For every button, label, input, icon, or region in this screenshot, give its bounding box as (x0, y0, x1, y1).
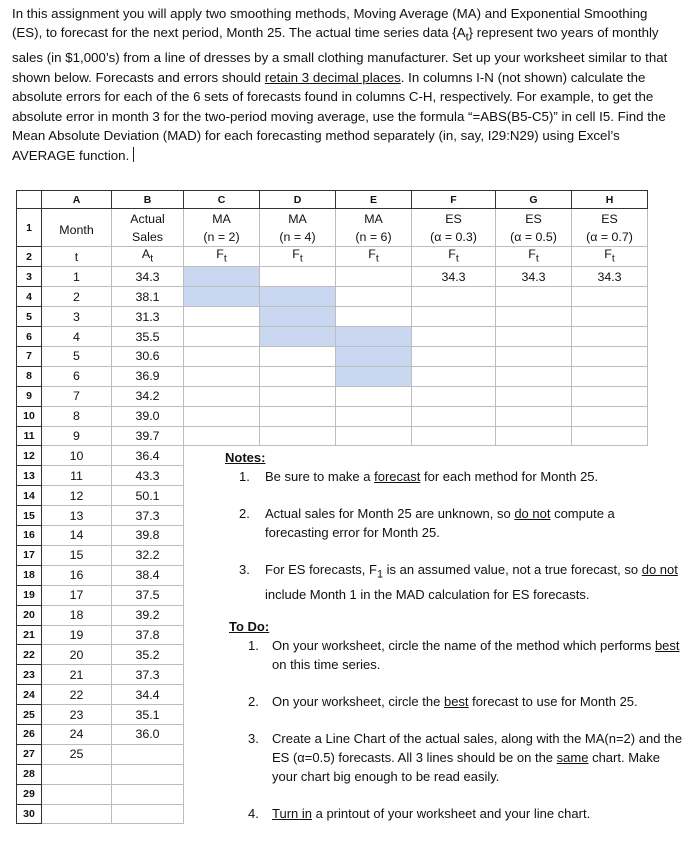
note-item (225, 467, 680, 486)
sheet-cell[interactable] (184, 406, 260, 426)
sheet-cell[interactable]: 35.2 (112, 645, 184, 665)
sheet-cell[interactable] (336, 386, 412, 406)
row-number[interactable]: 6 (17, 327, 42, 347)
sheet-cell[interactable] (572, 366, 648, 386)
sheet-cell[interactable]: 17 (42, 585, 112, 605)
sheet-cell[interactable] (412, 209, 496, 247)
sheet-cell[interactable] (412, 366, 496, 386)
sheet-cell[interactable] (412, 386, 496, 406)
column-letter[interactable]: B (112, 191, 184, 209)
header-line-1: ES (445, 211, 462, 226)
text-cursor (133, 147, 134, 162)
todo-item-b: on this time series. (272, 657, 381, 672)
note-item-u: do not (641, 562, 678, 577)
header-line-2: (n = 6) (355, 229, 392, 244)
sheet-cell[interactable]: 34.3 (572, 267, 648, 287)
notes-section (225, 448, 680, 622)
header-line-2: Sales (132, 229, 163, 244)
sheet-cell[interactable] (336, 347, 412, 367)
sheet-cell[interactable] (112, 804, 184, 824)
sheet-cell[interactable]: 24 (42, 724, 112, 744)
symbol-subscript: t (611, 253, 615, 265)
sheet-cell[interactable]: 5 (42, 347, 112, 367)
sheet-cell[interactable] (184, 347, 260, 367)
todo-item-u: Turn in (272, 806, 312, 821)
symbol-subscript: t (150, 253, 154, 265)
sheet-cell[interactable] (572, 327, 648, 347)
row-number[interactable]: 21 (17, 625, 42, 645)
symbol-subscript: t (223, 253, 227, 265)
symbol-label: A (141, 247, 151, 261)
sheet-cell[interactable]: 18 (42, 605, 112, 625)
row-number[interactable]: 30 (17, 804, 42, 824)
sheet-cell[interactable] (412, 287, 496, 307)
sheet-cell[interactable] (412, 426, 496, 446)
sheet-row (17, 426, 648, 446)
sheet-cell[interactable] (496, 347, 572, 367)
sheet-cell[interactable]: 37.5 (112, 585, 184, 605)
column-letter[interactable]: C (184, 191, 260, 209)
sheet-cell[interactable] (412, 307, 496, 327)
sheet-cell[interactable] (260, 209, 336, 247)
sheet-row (17, 386, 648, 406)
sheet-row (17, 267, 648, 287)
todo-list (229, 636, 684, 823)
note-item-a2: is an assumed value, not a true forecast, so (383, 562, 642, 577)
todo-item-num: 4. (248, 806, 259, 821)
sheet-cell[interactable] (260, 307, 336, 327)
symbol-label: F (292, 247, 300, 261)
row-number[interactable]: 25 (17, 705, 42, 725)
todo-item (229, 692, 684, 711)
sheet-row (17, 247, 648, 267)
sheet-cell[interactable]: 6 (42, 366, 112, 386)
todo-item (229, 804, 684, 823)
sheet-cell[interactable]: 43.3 (112, 466, 184, 486)
sheet-cell[interactable] (260, 347, 336, 367)
sheet-cell[interactable] (42, 804, 112, 824)
row-number[interactable]: 2 (17, 247, 42, 267)
todo-item-u: best (654, 638, 680, 653)
sheet-cell[interactable] (412, 327, 496, 347)
symbol-subscript: t (455, 253, 459, 265)
header-line-1: ES (525, 211, 542, 226)
sheet-cell[interactable] (184, 327, 260, 347)
sheet-cell[interactable] (260, 247, 336, 267)
row-number[interactable]: 16 (17, 526, 42, 546)
sheet-cell[interactable] (496, 209, 572, 247)
header-line-2: (α = 0.3) (430, 229, 477, 244)
todo-item-a: On your worksheet, circle the name of the method which performs (272, 638, 655, 653)
sheet-cell[interactable]: 35.1 (112, 705, 184, 725)
sheet-cell[interactable]: 2 (42, 287, 112, 307)
sheet-cell[interactable] (42, 784, 112, 804)
sheet-cell[interactable] (572, 247, 648, 267)
todo-section (229, 617, 684, 841)
row-number[interactable]: 28 (17, 764, 42, 784)
sheet-cell[interactable]: 3 (42, 307, 112, 327)
row-number[interactable]: 14 (17, 486, 42, 506)
sheet-cell[interactable] (260, 267, 336, 287)
sheet-cell[interactable] (260, 366, 336, 386)
sheet-cell[interactable] (336, 209, 412, 247)
sheet-cell[interactable] (184, 307, 260, 327)
header-line-1: MA (364, 211, 383, 226)
sheet-cell[interactable] (112, 247, 184, 267)
symbol-label: F (368, 247, 376, 261)
row-number[interactable]: 24 (17, 685, 42, 705)
header-line-1: MA (212, 211, 231, 226)
row-number[interactable]: 10 (17, 406, 42, 426)
sheet-cell[interactable] (184, 366, 260, 386)
note-item-a: For ES forecasts, F (265, 562, 377, 577)
sheet-cell[interactable] (112, 744, 184, 764)
sheet-cell[interactable]: 15 (42, 545, 112, 565)
sheet-cell[interactable]: 35.5 (112, 327, 184, 347)
sheet-cell[interactable] (112, 764, 184, 784)
sheet-cell[interactable] (260, 386, 336, 406)
row-number[interactable]: 13 (17, 466, 42, 486)
row-number[interactable]: 18 (17, 565, 42, 585)
sheet-cell[interactable]: 31.3 (112, 307, 184, 327)
note-item-sub: 1 (376, 568, 384, 581)
header-line-1: ES (601, 211, 618, 226)
sheet-cell[interactable] (572, 287, 648, 307)
row-number[interactable]: 1 (17, 209, 42, 247)
sheet-row (17, 347, 648, 367)
sheet-cell[interactable]: 39.0 (112, 406, 184, 426)
todo-item-a: On your worksheet, circle the (272, 694, 444, 709)
sheet-cell[interactable]: 14 (42, 526, 112, 546)
sheet-cell[interactable] (336, 287, 412, 307)
note-item-a: Actual sales for Month 25 are unknown, so (265, 506, 515, 521)
note-item-u: forecast (374, 469, 421, 484)
sheet-cell[interactable] (412, 247, 496, 267)
sheet-cell[interactable]: 1 (42, 267, 112, 287)
sheet-cell[interactable]: 34.3 (412, 267, 496, 287)
sheet-row (17, 327, 648, 347)
sheet-cell[interactable] (260, 406, 336, 426)
symbol-subscript: t (535, 253, 539, 265)
column-letter[interactable]: A (42, 191, 112, 209)
sheet-cell[interactable]: 37.3 (112, 506, 184, 526)
sheet-cell[interactable]: 36.0 (112, 724, 184, 744)
sheet-cell[interactable] (112, 784, 184, 804)
sheet-cell[interactable] (184, 386, 260, 406)
sheet-cell[interactable] (184, 247, 260, 267)
sheet-cell[interactable] (260, 426, 336, 446)
row-number[interactable]: 15 (17, 506, 42, 526)
sheet-cell[interactable] (572, 386, 648, 406)
sheet-row (17, 406, 648, 426)
sheet-cell[interactable]: 23 (42, 705, 112, 725)
sheet-cell[interactable] (184, 267, 260, 287)
sheet-cell[interactable] (336, 327, 412, 347)
note-item-a: Be sure to make a (265, 469, 375, 484)
column-letter[interactable]: D (260, 191, 336, 209)
note-item (225, 504, 680, 542)
sheet-cell[interactable] (112, 209, 184, 247)
sheet-cell[interactable] (496, 386, 572, 406)
todo-item-a: Create a Line Chart of the actual sales, along with the MA(n=2) and the ES (α=0.5) forecasts. All 3 lines should be on the (272, 731, 683, 765)
sheet-cell[interactable] (42, 247, 112, 267)
sheet-cell[interactable]: 34.3 (112, 267, 184, 287)
symbol-subscript: t (299, 253, 303, 265)
sheet-cell[interactable] (336, 307, 412, 327)
sheet-cell[interactable] (496, 307, 572, 327)
header-line-1: MA (288, 211, 307, 226)
sheet-cell[interactable]: 39.8 (112, 526, 184, 546)
sheet-cell[interactable] (260, 287, 336, 307)
header-line-2: (α = 0.7) (586, 229, 633, 244)
instructions-paragraph: In this assignment you will apply two smoothing methods, Moving Average (MA) and Exponential Smoothing (ES), to forecast for the next period, Month 25. The actual time series data $\{A_t\}$ represent two years of monthly sales (in $1,000’s) from a line of dresses by a small clothing manufacturer. Set up your worksheet similar to that shown below. Forecasts and errors should retain 3 decimal places. In columns I-N (not shown) calculate the absolute errors for each of the 6 sets of forecasts found in columns C-H, respectively. For example, to get the absolute error in month 3 for the two-period moving average, use the formula “=ABS(B5-C5)” in cell I5. Find the Mean Absolute Deviation (MAD) for each forecasting method separately (in, say, I29:N29) using Excel’s AVERAGE function. (12, 6, 668, 163)
header-line-1: Actual (130, 211, 165, 226)
sheet-cell[interactable] (336, 366, 412, 386)
row-number[interactable]: 11 (17, 426, 42, 446)
todo-item-num: 3. (248, 731, 259, 746)
column-header-row (17, 191, 648, 209)
row-number[interactable]: 12 (17, 446, 42, 466)
sheet-cell[interactable]: 36.4 (112, 446, 184, 466)
corner-cell[interactable] (17, 191, 42, 209)
sheet-cell[interactable] (42, 764, 112, 784)
symbol-label: F (604, 247, 612, 261)
sheet-cell[interactable] (496, 406, 572, 426)
sheet-cell[interactable]: 34.2 (112, 386, 184, 406)
sheet-cell[interactable]: 4 (42, 327, 112, 347)
symbol-label: t (74, 249, 79, 264)
todo-item-u: same (556, 750, 589, 765)
todo-item-num: 2. (248, 694, 259, 709)
row-number[interactable]: 26 (17, 724, 42, 744)
sheet-cell[interactable]: 34.3 (496, 267, 572, 287)
todo-item-b: a printout of your worksheet and your line chart. (311, 806, 591, 821)
note-item-b: compute a forecasting error for Month 25. (265, 506, 615, 540)
sheet-cell[interactable]: 19 (42, 625, 112, 645)
sheet-cell[interactable] (572, 426, 648, 446)
note-item-u: do not (514, 506, 551, 521)
sheet-cell[interactable]: 8 (42, 406, 112, 426)
row-number[interactable]: 9 (17, 386, 42, 406)
row-number[interactable]: 7 (17, 347, 42, 367)
note-item-num: 1. (239, 469, 250, 484)
sheet-cell[interactable]: 13 (42, 506, 112, 526)
row-number[interactable]: 27 (17, 744, 42, 764)
sheet-cell[interactable]: 7 (42, 386, 112, 406)
todo-item-b: chart. Make your chart big enough to be read easily. (272, 750, 660, 784)
sheet-row (17, 366, 648, 386)
sheet-row (17, 307, 648, 327)
sheet-cell[interactable]: 12 (42, 486, 112, 506)
todo-item (229, 729, 684, 786)
sheet-cell[interactable]: 38.1 (112, 287, 184, 307)
symbol-subscript: t (375, 253, 379, 265)
sheet-cell[interactable]: 39.7 (112, 426, 184, 446)
column-letter[interactable]: H (572, 191, 648, 209)
sheet-cell[interactable]: 50.1 (112, 486, 184, 506)
sheet-cell[interactable]: 37.8 (112, 625, 184, 645)
symbol-label: F (216, 247, 224, 261)
sheet-cell[interactable] (336, 426, 412, 446)
row-number[interactable]: 3 (17, 267, 42, 287)
todo-item-num: 1. (248, 638, 259, 653)
sheet-cell[interactable] (184, 287, 260, 307)
header-line-2: (n = 2) (203, 229, 240, 244)
sheet-cell[interactable] (496, 366, 572, 386)
row-number[interactable]: 5 (17, 307, 42, 327)
sheet-cell[interactable] (572, 209, 648, 247)
sheet-cell[interactable]: 38.4 (112, 565, 184, 585)
sheet-cell[interactable] (336, 267, 412, 287)
sheet-cell[interactable]: 21 (42, 665, 112, 685)
sheet-cell[interactable] (336, 247, 412, 267)
todo-item (229, 636, 684, 674)
todo-item-u: best (443, 694, 469, 709)
sheet-cell[interactable]: 25 (42, 744, 112, 764)
sheet-cell[interactable] (412, 406, 496, 426)
sheet-cell[interactable] (496, 287, 572, 307)
todo-title: To Do: (229, 619, 270, 634)
sheet-cell[interactable]: 9 (42, 426, 112, 446)
sheet-cell[interactable] (260, 327, 336, 347)
sheet-cell[interactable]: 10 (42, 446, 112, 466)
header-line-2: Month (59, 222, 94, 237)
note-item-b: include Month 1 in the MAD calculation for ES forecasts. (265, 586, 590, 602)
note-item (225, 560, 680, 604)
sheet-cell[interactable]: 32.2 (112, 545, 184, 565)
row-number[interactable]: 4 (17, 287, 42, 307)
row-number[interactable]: 19 (17, 585, 42, 605)
row-number[interactable]: 20 (17, 605, 42, 625)
row-number[interactable]: 29 (17, 784, 42, 804)
sheet-cell[interactable]: 39.2 (112, 605, 184, 625)
symbol-label: F (448, 247, 456, 261)
sheet-cell[interactable]: 34.4 (112, 685, 184, 705)
symbol-label: F (528, 247, 536, 261)
sheet-row (17, 209, 648, 247)
sheet-cell[interactable] (184, 426, 260, 446)
sheet-cell[interactable] (496, 327, 572, 347)
todo-item-b: forecast to use for Month 25. (468, 694, 638, 709)
note-item-num: 2. (239, 506, 250, 521)
note-item-b: for each method for Month 25. (420, 469, 599, 484)
sheet-row (17, 287, 648, 307)
sheet-cell[interactable]: 36.9 (112, 366, 184, 386)
note-item-num: 3. (239, 562, 250, 577)
sheet-cell[interactable] (184, 209, 260, 247)
sheet-cell[interactable] (572, 347, 648, 367)
header-line-2: (n = 4) (279, 229, 316, 244)
sheet-cell[interactable] (412, 347, 496, 367)
column-letter[interactable]: E (336, 191, 412, 209)
notes-title: Notes: (225, 450, 266, 465)
sheet-cell[interactable]: 20 (42, 645, 112, 665)
sheet-cell[interactable] (496, 426, 572, 446)
column-letter[interactable]: F (412, 191, 496, 209)
row-number[interactable]: 23 (17, 665, 42, 685)
notes-list (225, 467, 680, 604)
sheet-cell[interactable]: 30.6 (112, 347, 184, 367)
sheet-cell[interactable]: 11 (42, 466, 112, 486)
sheet-cell[interactable] (42, 209, 112, 247)
sheet-cell[interactable] (572, 307, 648, 327)
sheet-cell[interactable] (572, 406, 648, 426)
header-line-2: (α = 0.5) (510, 229, 557, 244)
sheet-cell[interactable]: 37.3 (112, 665, 184, 685)
assignment-instructions (12, 4, 680, 165)
row-number[interactable]: 8 (17, 366, 42, 386)
row-number[interactable]: 17 (17, 545, 42, 565)
row-number[interactable]: 22 (17, 645, 42, 665)
sheet-cell[interactable]: 16 (42, 565, 112, 585)
sheet-cell[interactable] (336, 406, 412, 426)
sheet-cell[interactable] (496, 247, 572, 267)
column-letter[interactable]: G (496, 191, 572, 209)
sheet-cell[interactable]: 22 (42, 685, 112, 705)
